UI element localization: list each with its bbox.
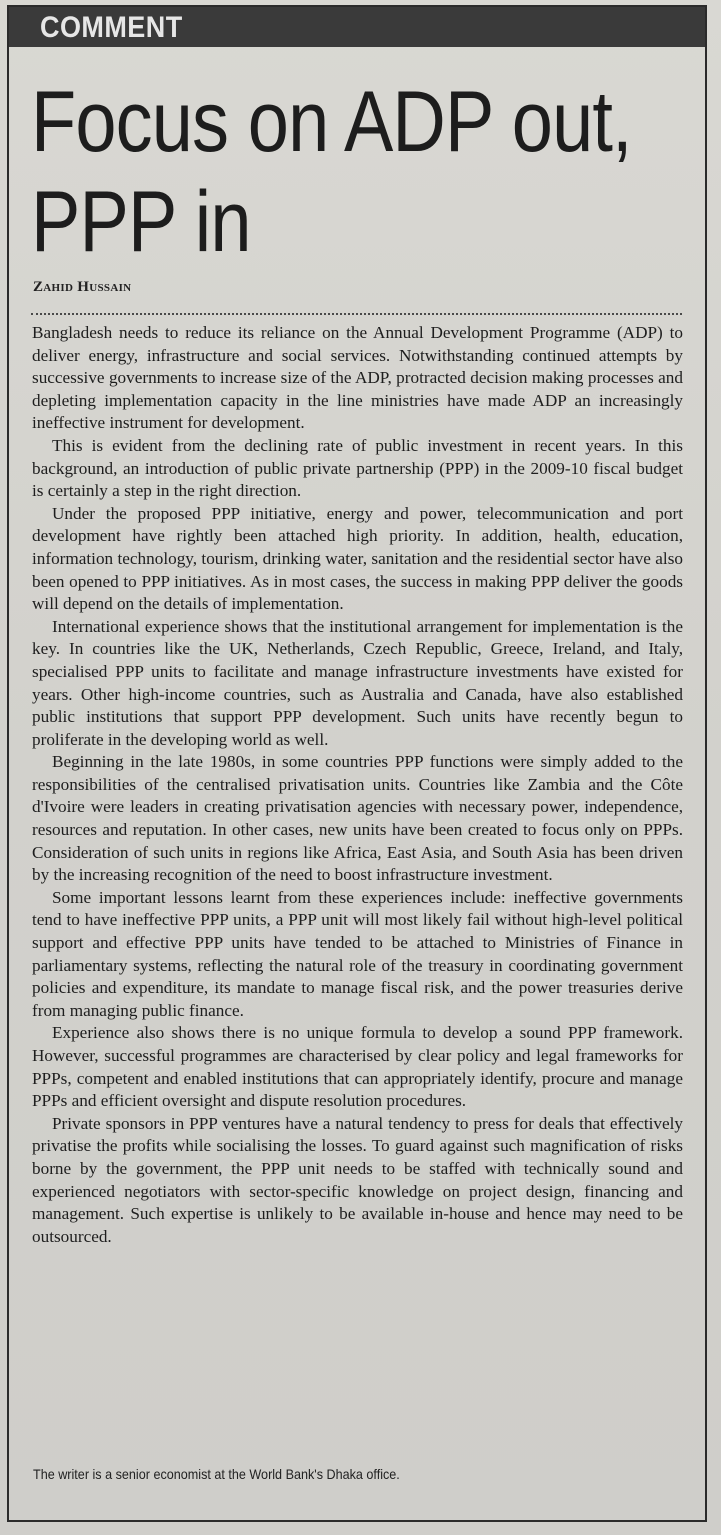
headline-line-2: PPP in	[31, 174, 251, 270]
paragraph: International experience shows that the institutional arrangement for implementation is the key. In countries like the UK, Netherlands, Czech Republic, Greece, Ireland, and Italy, specialised PPP units to facilitate and manage infrastructure investments have existed for years. Other high-income countries, such as Australia and Canada, have also established public institutions that support PPP development. Such units have recently begun to proliferate in the developing world as well.	[32, 616, 683, 749]
headline	[31, 72, 632, 272]
paragraph: Under the proposed PPP initiative, energy and power, telecommunication and port development have rightly been attached high priority. In addition, health, education, information technology, tourism, drinking water, sanitation and the residential sector have also been opened to PPP initiatives. As in most cases, the success in making PPP deliver the goods will depend on the details of implementation.	[32, 503, 683, 614]
section-label: COMMENT	[40, 11, 183, 44]
dotted-divider	[31, 313, 682, 315]
paragraph: This is evident from the declining rate of public investment in recent years. In this background, an introduction of public private partnership (PPP) in the 2009-10 fiscal budget is certainly a step in the right direction.	[32, 435, 683, 501]
byline: Zahid Hussain	[33, 279, 132, 295]
paragraph: Some important lessons learnt from these experiences include: ineffective governments tend to have ineffective PPP units, a PPP unit will most likely fail without high-level political support and effective PPP units have tended to be attached to Ministries of Finance in parliamentary systems, reflecting the natural role of the treasury in coordinating government policies and expenditure, its mandate to manage fiscal risk, and the power treasuries derive from managing public finance.	[32, 887, 683, 1020]
article-body	[32, 322, 683, 1248]
headline-line-1: Focus on ADP out,	[31, 74, 632, 170]
paragraph: Private sponsors in PPP ventures have a natural tendency to press for deals that effectively privatise the profits while socialising the losses. To guard against such magnification of risks borne by the government, the PPP unit needs to be staffed with technically sound and experienced negotiators with sector-specific knowledge on project design, financing and management. Such expertise is unlikely to be available in-house and hence may need to be outsourced.	[32, 1113, 683, 1246]
paragraph: Beginning in the late 1980s, in some countries PPP functions were simply added to the responsibilities of the centralised privatisation units. Countries like Zambia and the Côte d'Ivoire were leaders in creating privatisation agencies with necessary power, independence, resources and reputation. In other cases, new units have been created to focus only on PPPs. Consideration of such units in regions like Africa, East Asia, and South Asia has been driven by the increasing recognition of the need to boost infrastructure investment.	[32, 752, 683, 885]
paragraph: Bangladesh needs to reduce its reliance on the Annual Development Programme (ADP) to deliver energy, infrastructure and social services. Notwithstanding continued attempts by successive governments to increase size of the ADP, protracted decision making processes and depleting implementation capacity in the line ministries have made ADP an increasingly ineffective instrument for development.	[32, 323, 683, 433]
author-note: The writer is a senior economist at the World Bank's Dhaka office.	[33, 1466, 400, 1482]
paragraph: Experience also shows there is no unique formula to develop a sound PPP framework. However, successful programmes are characterised by clear policy and legal frameworks for PPPs, competent and enabled institutions that can appropriately identify, procure and manage PPPs and efficient oversight and dispute resolution procedures.	[32, 1023, 683, 1111]
